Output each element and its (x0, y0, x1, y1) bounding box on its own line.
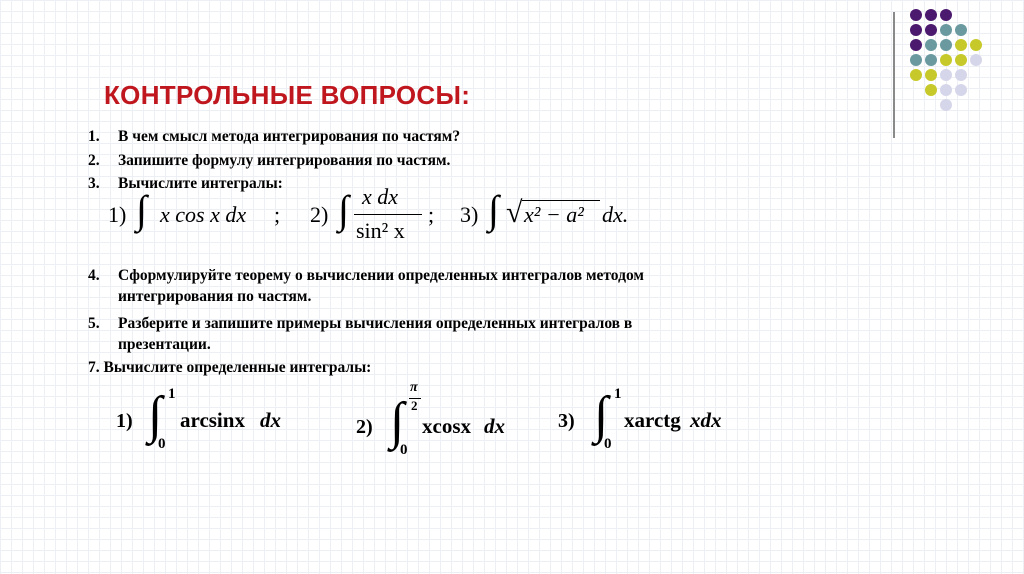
decorative-dot (910, 24, 922, 36)
integral-expression: x cos x dx (160, 202, 247, 227)
integral-sign: ∫ (390, 393, 405, 450)
integral-tail: dx. (602, 202, 629, 227)
decorative-dot (955, 54, 967, 66)
integral-sign: ∫ (136, 187, 147, 232)
fraction-denominator: sin² x (356, 218, 405, 243)
integral-sign: ∫ (148, 387, 163, 444)
question-text: Вычислите интегралы: (118, 175, 283, 192)
question-number: 1. (88, 128, 100, 145)
fraction-numerator: x dx (362, 184, 399, 209)
decorative-dot (925, 24, 937, 36)
integral-sign: ∫ (488, 187, 499, 232)
decorative-dot (955, 24, 967, 36)
integral-upper-limit: 1 (614, 386, 622, 402)
question-text: В чем смысл метода интегрирования по частям? (118, 128, 461, 145)
decorative-dot (955, 84, 967, 96)
question-number: 5. (88, 315, 100, 332)
decorative-dot (940, 39, 952, 51)
question-number: 3. (88, 175, 100, 192)
decorative-dot (925, 84, 937, 96)
radicand: x² − a² (524, 202, 584, 227)
decorative-dot (940, 24, 952, 36)
sqrt-icon: √ (506, 196, 523, 229)
separator: ; (428, 202, 435, 227)
question-text: 7. Вычислите определенные интегралы: (88, 359, 372, 376)
integral-sign: ∫ (594, 387, 609, 444)
decorative-dot (910, 9, 922, 21)
decorative-dot (940, 84, 952, 96)
question-text: Разберите и запишите примеры вычисления определенных интегралов в (118, 315, 633, 332)
decorative-dot (940, 9, 952, 21)
integral-expression: arcsinx (180, 408, 245, 432)
integral-upper-limit-numerator: π (410, 380, 418, 395)
separator: ; (274, 202, 281, 227)
indefinite-integrals (108, 184, 668, 248)
question-number: 2. (88, 152, 100, 169)
definite-integrals (0, 380, 900, 460)
decorative-dot (925, 69, 937, 81)
integral-lower-limit: 0 (158, 436, 166, 452)
decorative-dot (940, 69, 952, 81)
decorative-dot (940, 54, 952, 66)
integral-expression: xarctg (624, 408, 681, 432)
integral-label: 1) (108, 202, 127, 227)
decorative-dot (970, 54, 982, 66)
integral-lower-limit: 0 (400, 442, 408, 458)
integral-dx: dx (484, 414, 505, 438)
integral-label: 3) (460, 202, 479, 227)
integral-sign: ∫ (338, 187, 349, 232)
question-number: 4. (88, 267, 100, 284)
decorative-dot (910, 54, 922, 66)
question-text-continued: интегрирования по частям. (118, 288, 312, 305)
integral-lower-limit: 0 (604, 436, 612, 452)
decorative-dot (910, 39, 922, 51)
decorative-divider (893, 12, 895, 138)
integral-dx: dx (260, 408, 281, 432)
integral-dx: xdx (690, 408, 722, 432)
decorative-dot (910, 69, 922, 81)
integral-expression: xcosx (422, 414, 471, 438)
integral-label: 1) (116, 410, 133, 432)
question-text: Запишите формулу интегрирования по частям. (118, 152, 451, 169)
slide-title: КОНТРОЛЬНЫЕ ВОПРОСЫ: (104, 80, 471, 110)
question-text: Сформулируйте теорему о вычислении определенных интегралов методом (118, 267, 644, 284)
decorative-dot (940, 99, 952, 111)
integral-label: 2) (356, 416, 373, 438)
question-text-continued: презентации. (118, 336, 211, 353)
integral-upper-limit-denominator: 2 (411, 398, 418, 413)
decorative-dot (955, 39, 967, 51)
fraction-bar (354, 214, 422, 215)
decorative-dot (970, 39, 982, 51)
integral-upper-limit: 1 (168, 386, 176, 402)
decorative-dot (925, 39, 937, 51)
integral-label: 2) (310, 202, 329, 227)
decorative-dot (925, 9, 937, 21)
decorative-dot (925, 54, 937, 66)
integral-label: 3) (558, 410, 575, 432)
decorative-dot (955, 69, 967, 81)
